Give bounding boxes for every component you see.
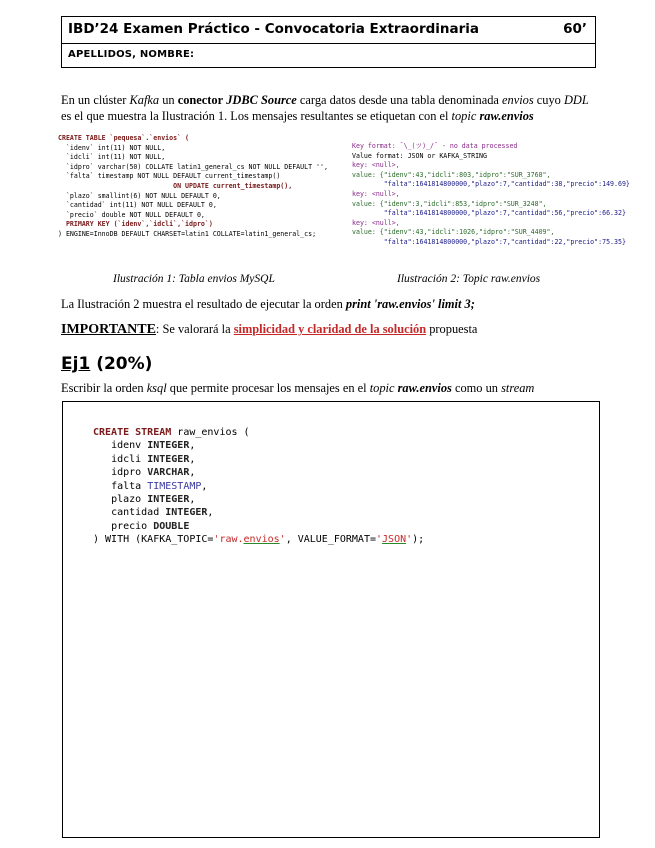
field-type: INTEGER <box>147 494 190 506</box>
code-line: CREATE TABLE `pequesa`.`envios` ( <box>58 134 190 142</box>
topic-name: raw.envios <box>397 381 452 395</box>
code-line: "falta":1641814800000,"plazo":7,"cantidad":56,"precio":66.32} <box>352 209 626 218</box>
format-literal: ' <box>406 534 413 546</box>
header-title-row <box>68 21 587 43</box>
figure-2-caption: Ilustración 2: Topic raw.envios <box>397 273 541 285</box>
field-type: INTEGER <box>147 440 190 452</box>
field-name: falta <box>111 480 142 492</box>
envios-term: envios <box>502 93 534 107</box>
field-type: TIMESTAMP <box>147 480 202 492</box>
code-line: ON UPDATE current_timestamp(), <box>58 181 293 190</box>
code-line: `cantidad` int(11) NOT NULL DEFAULT 0, <box>58 201 217 210</box>
field-type: INTEGER <box>147 453 190 465</box>
code-line: PRIMARY KEY (`idenv`,`idcli`,`idpro`) <box>58 220 213 229</box>
important-tail: propuesta <box>429 322 478 336</box>
important-highlight: simplicidad y claridad de la solución <box>233 322 427 336</box>
code-line: Key format: ¯\_(ツ)_/¯ - no data processed <box>352 142 518 150</box>
figure-1-caption: Ilustración 1: Tabla envios MySQL <box>113 273 275 285</box>
code-line: `falta` timestamp NOT NULL DEFAULT current_timestamp() <box>58 172 281 181</box>
field-type: INTEGER <box>165 507 208 519</box>
statement-end: ); <box>412 534 425 546</box>
code-line: "falta":1641814800000,"plazo":7,"cantidad":38,"precio":149.69} <box>352 180 630 189</box>
create-stream-keyword: CREATE STREAM <box>93 427 172 438</box>
format-literal: JSON <box>382 534 407 546</box>
ksql-term: ksql <box>146 381 167 395</box>
print-command-sentence <box>61 297 475 312</box>
with-clause: , VALUE_FORMAT= <box>285 534 376 546</box>
code-line: `idpro` varchar(50) COLLATE latin1_general_cs NOT NULL DEFAULT '', <box>58 162 328 171</box>
exercise-points: (20%) <box>96 354 153 374</box>
topic-literal: 'raw. <box>213 534 244 546</box>
field-name: precio <box>111 520 148 532</box>
stream-term: stream <box>501 381 535 395</box>
statement-text: Escribir la orden <box>61 381 144 395</box>
intro-text: un <box>162 93 175 107</box>
format-literal: ' <box>376 534 383 546</box>
connector-term: conector <box>177 93 224 107</box>
code-line: ) ENGINE=InnoDB DEFAULT CHARSET=latin1 COLLATE=latin1_general_cs; <box>58 229 317 238</box>
code-line: value: {"idenv":43,"idcli":803,"idpro":"SUR_3768", <box>352 170 551 179</box>
code-line: "falta":1641814800000,"plazo":7,"cantidad":22,"precio":75.35} <box>352 237 626 246</box>
topic-term: topic <box>369 381 395 395</box>
statement-text: como un <box>454 381 498 395</box>
ddl-term: DDL <box>563 93 589 107</box>
statement-text: que permite procesar los mensajes en el <box>169 381 367 395</box>
name-label: APELLIDOS, NOMBRE: <box>68 49 195 60</box>
topic-literal: ' <box>279 534 286 546</box>
stream-name: raw_envios ( <box>171 427 250 438</box>
field-type: DOUBLE <box>153 520 190 532</box>
exercise-1-heading <box>61 354 152 374</box>
code-line: value: {"idenv":3,"idcli":853,"idpro":"SUR_3248", <box>352 199 547 208</box>
ddl-code-figure <box>58 134 353 240</box>
topic-name: raw.envios <box>479 109 534 123</box>
code-line: `idenv` int(11) NOT NULL, <box>58 143 166 152</box>
field-name: cantidad <box>111 507 160 519</box>
exercise-title: Ej1 <box>61 354 91 374</box>
with-clause: ) WITH (KAFKA_TOPIC= <box>93 534 214 546</box>
exam-header <box>61 16 596 68</box>
field-type: VARCHAR <box>147 467 190 479</box>
print-command: print 'raw.envios' limit 3; <box>345 297 475 311</box>
important-note <box>61 322 477 338</box>
intro-text: es el que muestra la Ilustración 1. Los mensajes resultantes se etiquetan con el <box>61 109 449 123</box>
intro-text: En un clúster <box>61 93 127 107</box>
exam-title: IBD’24 Examen Práctico - Convocatoria Extraordinaria <box>68 21 480 37</box>
code-line: value: {"idenv":43,"idcli":1026,"idpro":"SUR_4409", <box>352 228 555 237</box>
code-line: `idcli` int(11) NOT NULL, <box>58 153 166 162</box>
topic-literal: envios <box>243 534 280 546</box>
field-name: idcli <box>111 453 142 465</box>
code-line: `plazo` smallint(6) NOT NULL DEFAULT 0, <box>58 191 221 200</box>
header-divider <box>62 43 595 44</box>
sentence-text: La Ilustración 2 muestra el resultado de ejecutar la orden <box>61 297 343 311</box>
exercise-1-statement <box>61 381 534 396</box>
intro-paragraph <box>61 92 601 124</box>
important-label: IMPORTANTE <box>61 322 156 337</box>
jdbc-term: JDBC Source <box>226 93 297 107</box>
answer-box[interactable] <box>62 401 600 838</box>
code-line: key: <null>, <box>352 218 400 227</box>
exam-time: 60’ <box>563 21 587 37</box>
code-line: Value format: JSON or KAFKA_STRING <box>352 151 487 160</box>
field-name: plazo <box>111 494 142 506</box>
topic-term: topic <box>451 109 477 123</box>
code-line: key: <null>, <box>352 161 400 170</box>
important-text: : Se valorará la <box>155 322 231 336</box>
answer-code: CREATE STREAM raw_envios ( idenv INTEGER, idcli INTEGER, idpro VARCHAR, falta TIMESTAMP, plazo INTEGER, cantidad INTEGER, precio DOUBLE ) WITH (KAFKA_TOPIC='raw.envios', VALUE_FORMAT='JSON'); <box>93 427 425 546</box>
intro-text: carga datos desde una tabla denominada <box>299 93 499 107</box>
code-line: key: <null>, <box>352 189 400 198</box>
code-line: `precio` double NOT NULL DEFAULT 0, <box>58 210 205 219</box>
topic-output-figure <box>352 142 630 248</box>
intro-text: cuyo <box>536 93 561 107</box>
field-name: idpro <box>111 467 142 479</box>
kafka-term: Kafka <box>129 93 160 107</box>
field-name: idenv <box>111 440 142 452</box>
